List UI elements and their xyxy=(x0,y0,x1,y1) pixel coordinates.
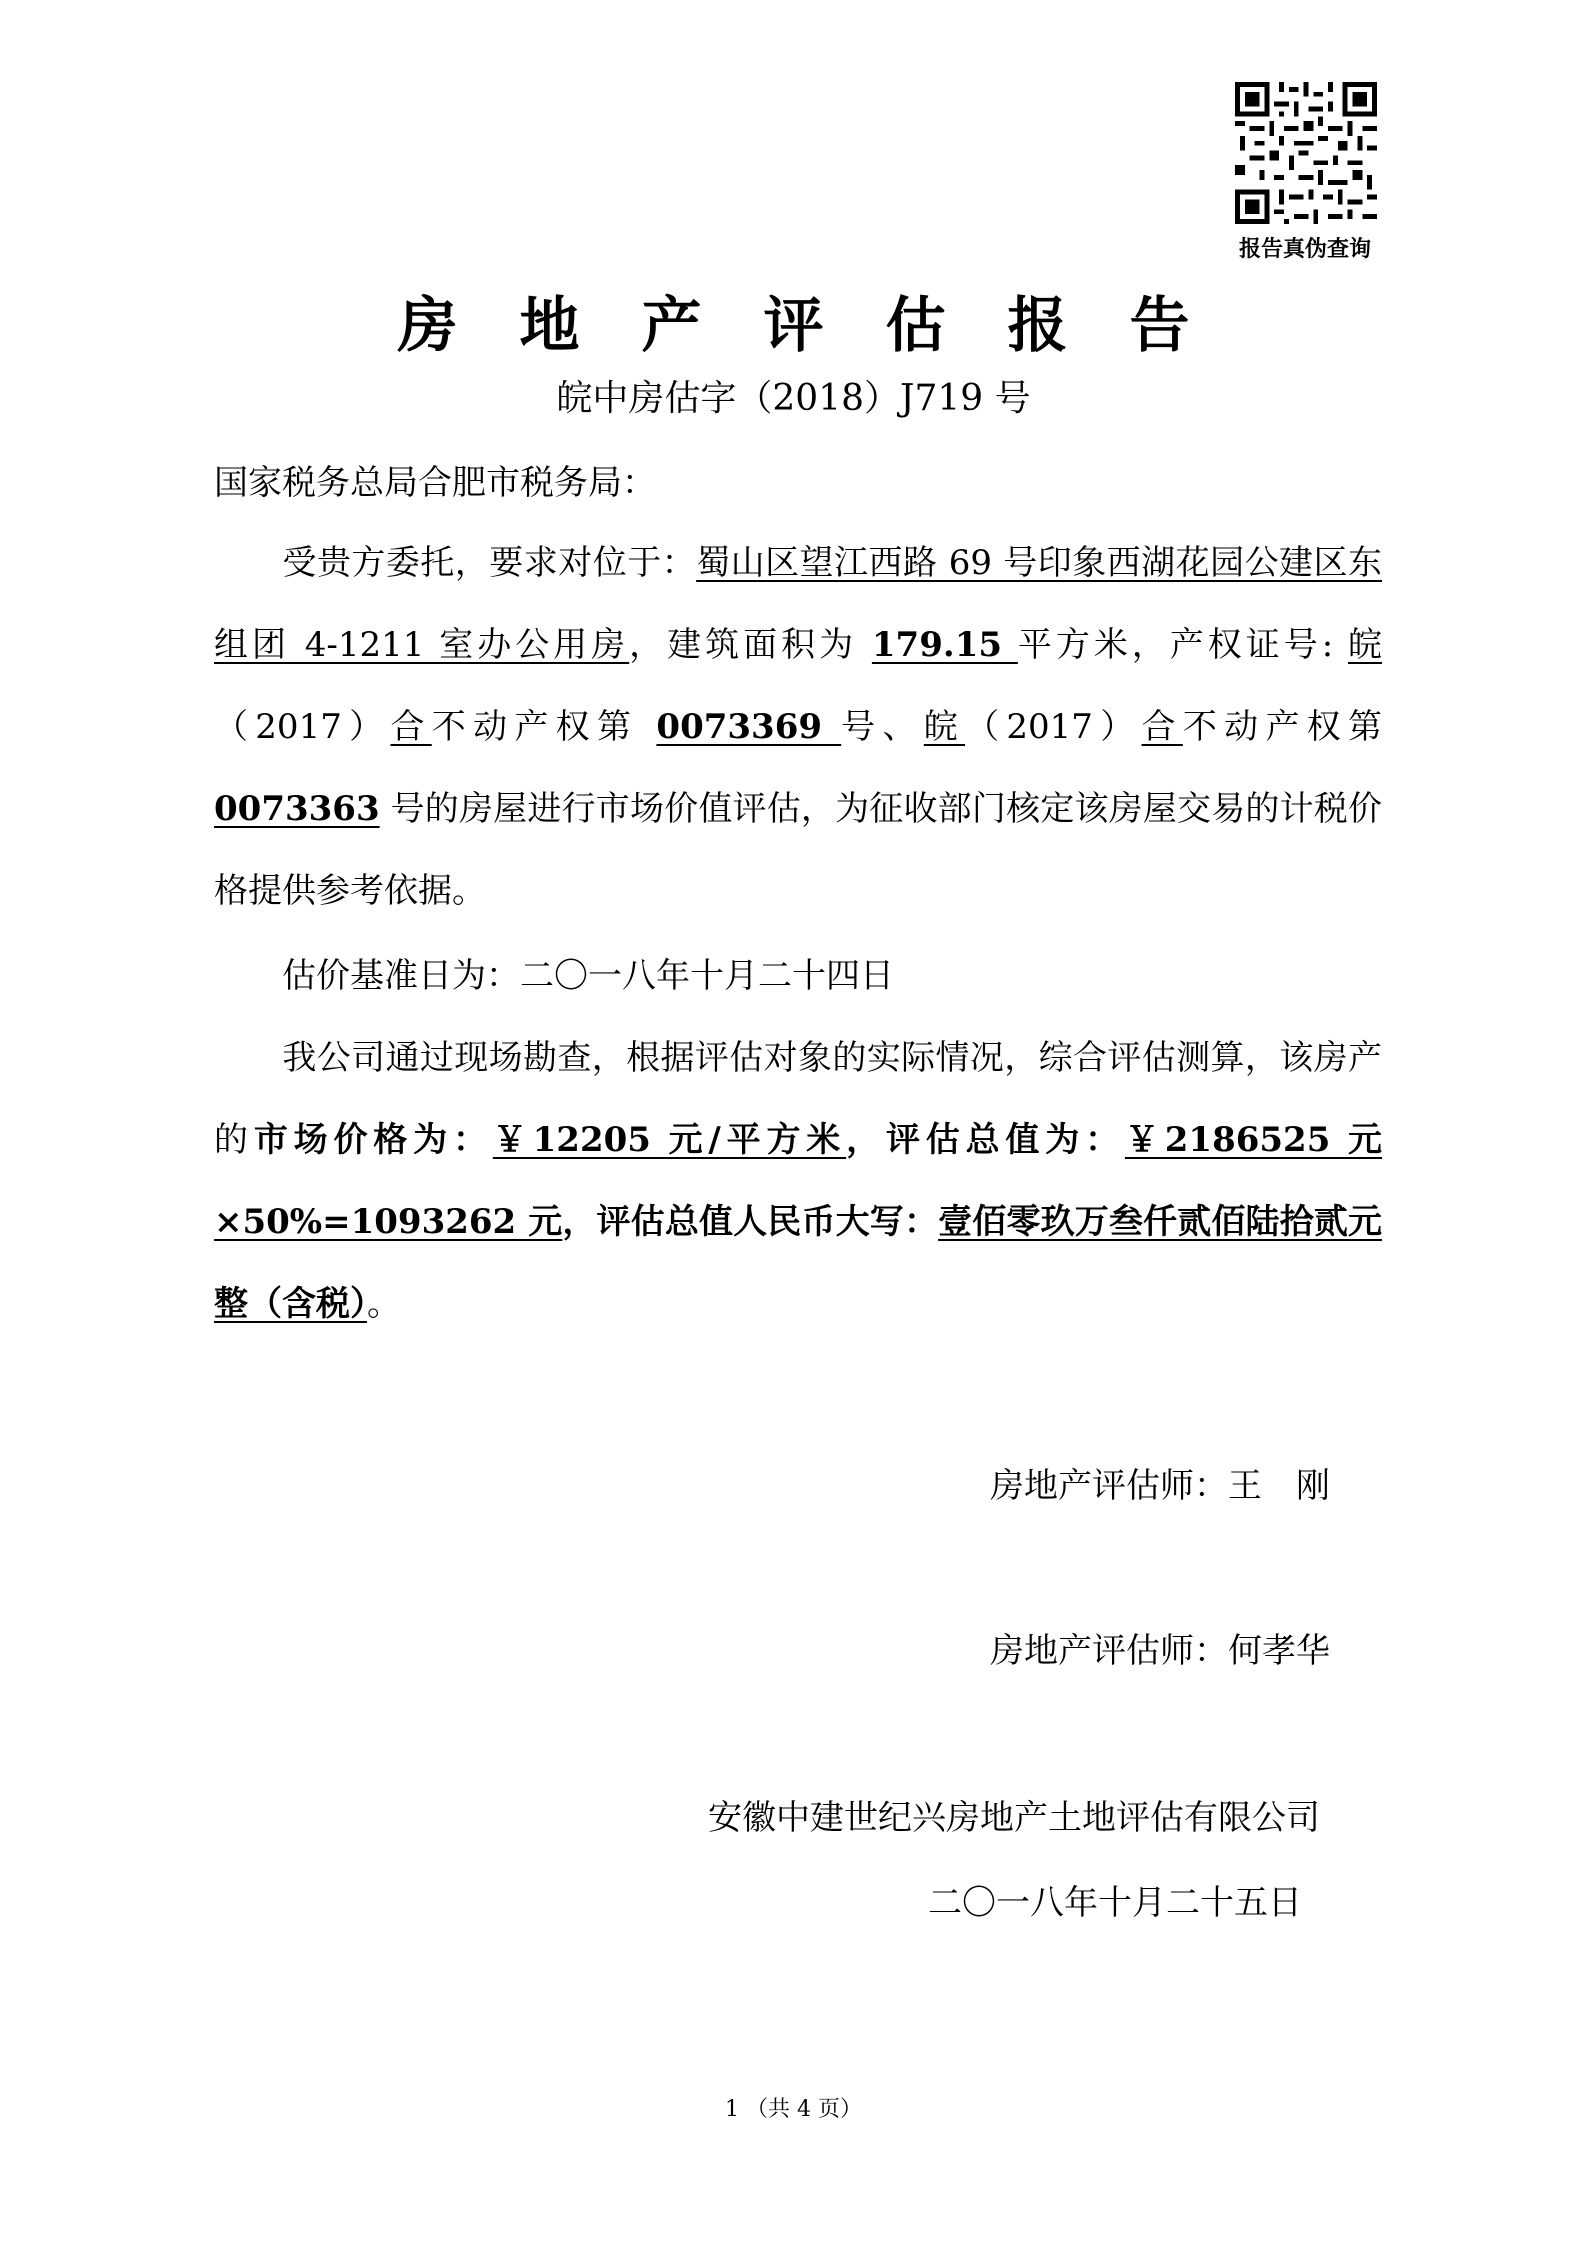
property-address: 蜀山区望江西路 69 号印象西湖花园公建区东组团 4-1211 室办公用房 xyxy=(214,543,1382,665)
certificate-number-1: 0073369 xyxy=(656,707,842,747)
unit-price: ￥12205 元/平方米 xyxy=(492,1120,847,1160)
qr-caption: 报告真伪查询 xyxy=(1238,236,1371,262)
paragraph-valuation-date: 估价基准日为：二〇一八年十月二十四日 xyxy=(282,956,894,996)
appraiser-2: 房地产评估师：何孝华 xyxy=(990,1631,1330,1671)
certificate-number-2: 0073363 xyxy=(214,789,380,829)
total-value-in-words: 壹佰零玖万叁仟贰佰陆拾贰元整（含税） xyxy=(214,1202,1383,1324)
page-footer: 1 （共 4 页） xyxy=(725,2097,862,2122)
qr-code xyxy=(1235,82,1377,224)
report-title: 房地产评估报告 xyxy=(397,291,1252,361)
addressee: 国家税务总局合肥市税务局： xyxy=(214,463,656,503)
building-area: 179.15 xyxy=(871,625,1018,665)
paragraph-valuation-result: 我公司通过现场勘查，根据评估对象的实际情况，综合评估测算，该房产的市场价格为：￥12205 元/平方米，评估总值为：￥2186525 元×50%=1093262 元，评估总值人民币大写：壹佰零玖万叁仟贰佰陆拾贰元整（含税）。 xyxy=(214,1038,1383,1324)
total-value: ￥2186525 元×50%=1093262 元 xyxy=(214,1120,1383,1242)
appraiser-1: 房地产评估师：王 刚 xyxy=(990,1466,1330,1506)
company-name: 安徽中建世纪兴房地产土地评估有限公司 xyxy=(708,1798,1320,1838)
paragraph-commission: 受贵方委托，要求对位于：蜀山区望江西路 69 号印象西湖花园公建区东组团 4-1211 室办公用房，建筑面积为 179.15 平方米，产权证号: 皖（2017）合不动产权第 0073369 号、皖（2017）合不动产权第 0073363 号的房屋进行市场价值评估，为征收部门核定该房屋交易的计税价格提供参考依据。 xyxy=(214,543,1383,911)
document-number: 皖中房估字（2018）J719 号 xyxy=(556,378,1031,419)
report-date: 二〇一八年十月二十五日 xyxy=(928,1883,1302,1923)
